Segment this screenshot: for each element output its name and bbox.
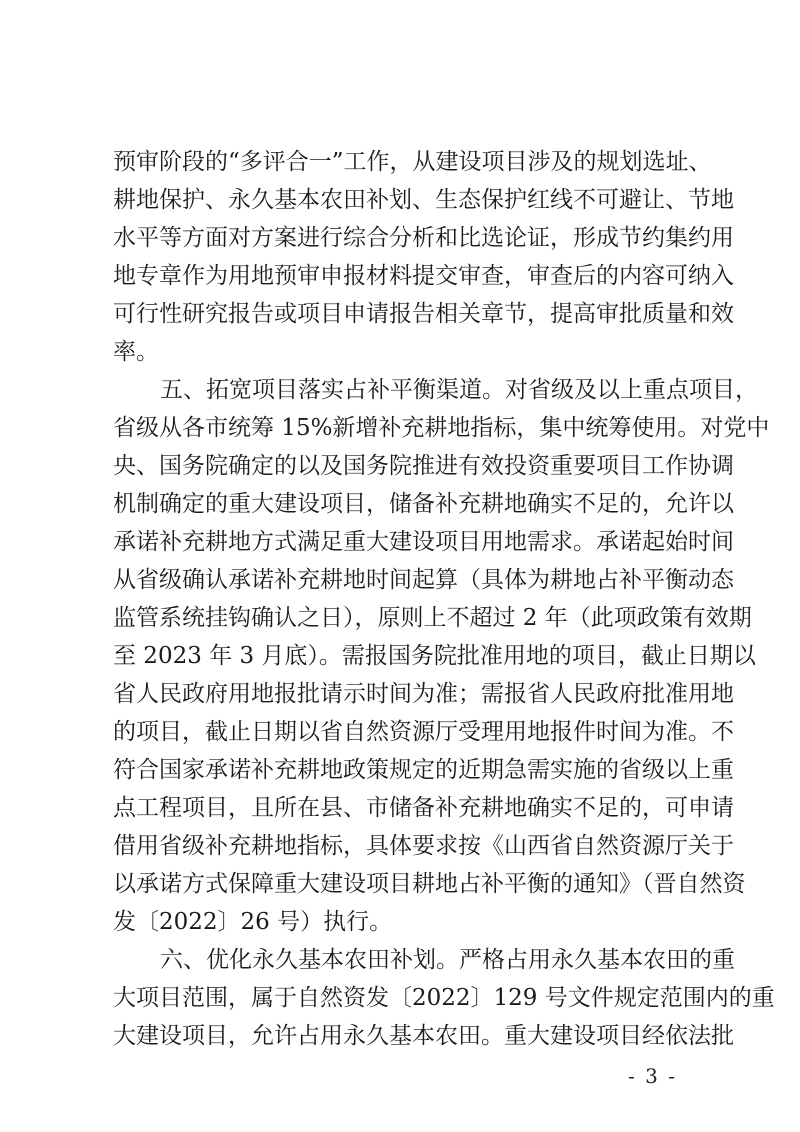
- section-heading-line: 六、优化永久基本农田补划。严格占用永久基本农田的重: [160, 947, 735, 973]
- body-text-line: 点工程项目，且所在县、市储备补充耕地确实不足的，可申请: [113, 795, 734, 821]
- page-number: - 3 -: [628, 1064, 677, 1088]
- body-text-line: 从省级确认承诺补充耕地时间起算（具体为耕地占补平衡动态: [113, 567, 734, 593]
- body-text-line: 的项目，截止日期以省自然资源厅受理用地报件时间为准。不: [113, 719, 734, 745]
- body-text-line: 率。: [113, 339, 159, 365]
- body-text-line: 符合国家承诺补充耕地政策规定的近期急需实施的省级以上重: [113, 757, 734, 783]
- body-text-line: 省级从各市统筹 15%新增补充耕地指标，集中统筹使用。对党中: [113, 415, 770, 441]
- body-text-line: 大项目范围，属于自然资发〔2022〕129 号文件规定范围内的重: [113, 985, 775, 1011]
- body-text-line: 借用省级补充耕地指标，具体要求按《山西省自然资源厅关于: [113, 833, 734, 859]
- body-text-line: 耕地保护、永久基本农田补划、生态保护红线不可避让、节地: [113, 187, 734, 213]
- body-text-line: 省人民政府用地报批请示时间为准；需报省人民政府批准用地: [113, 681, 734, 707]
- body-text-line: 可行性研究报告或项目申请报告相关章节，提高审批质量和效: [113, 301, 734, 327]
- body-text-line: 机制确定的重大建设项目，储备补充耕地确实不足的，允许以: [113, 491, 734, 517]
- body-text-line: 承诺补充耕地方式满足重大建设项目用地需求。承诺起始时间: [113, 529, 734, 555]
- body-text-line: 大建设项目，允许占用永久基本农田。重大建设项目经依法批: [113, 1023, 734, 1049]
- body-text-line: 发〔2022〕26 号）执行。: [113, 909, 393, 935]
- section-heading-line: 五、拓宽项目落实占补平衡渠道。对省级及以上重点项目，: [160, 377, 758, 403]
- body-text-line: 央、国务院确定的以及国务院推进有效投资重要项目工作协调: [113, 453, 734, 479]
- body-text-line: 监管系统挂钩确认之日），原则上不超过 2 年（此项政策有效期: [113, 605, 752, 631]
- body-text-line: 以承诺方式保障重大建设项目耕地占补平衡的通知》（晋自然资: [113, 871, 746, 897]
- body-text-line: 地专章作为用地预审申报材料提交审查，审查后的内容可纳入: [113, 263, 734, 289]
- body-text-line: 水平等方面对方案进行综合分析和比选论证，形成节约集约用: [113, 225, 734, 251]
- body-text-line: 预审阶段的“多评合一”工作，从建设项目涉及的规划选址、: [113, 149, 712, 175]
- body-text-line: 至 2023 年 3 月底）。需报国务院批准用地的项目，截止日期以: [113, 643, 756, 669]
